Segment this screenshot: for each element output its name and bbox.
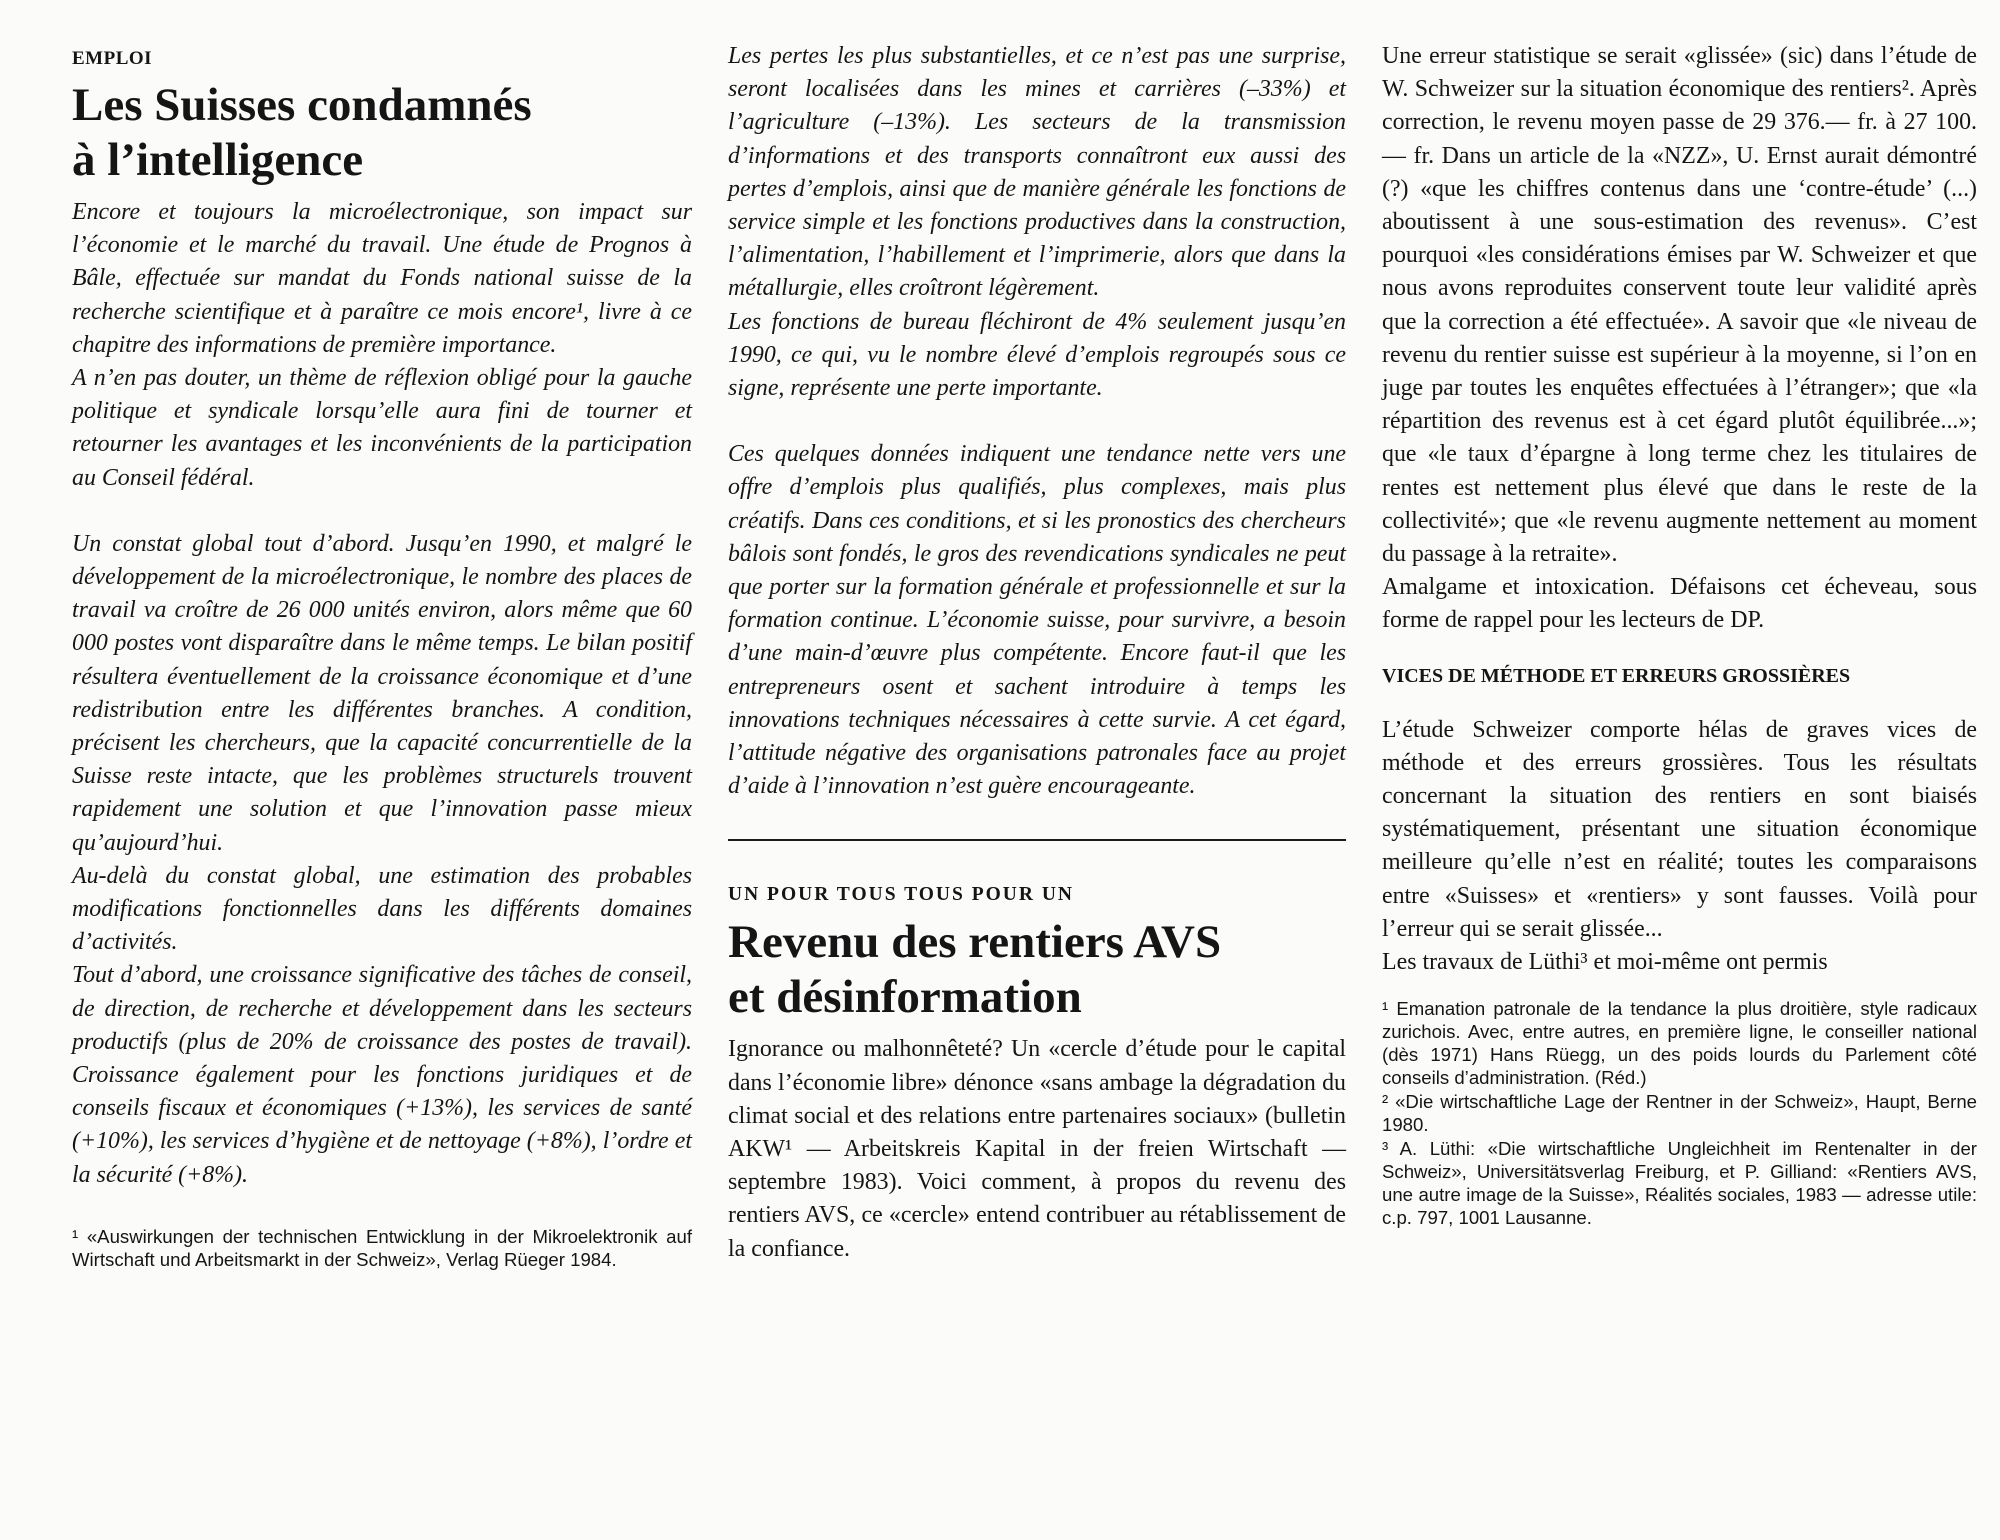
article2-paragraph: Les travaux de Lüthi³ et moi-même ont permis xyxy=(1382,949,1828,976)
article-divider xyxy=(728,839,1346,841)
article1-title xyxy=(72,78,692,188)
article1-kicker: EMPLOI xyxy=(72,48,153,69)
article1-footnotes xyxy=(72,1225,692,1271)
article2-footnotes xyxy=(1382,997,1977,1229)
column-2 xyxy=(728,40,1346,1266)
article2-footnote-3: ³ A. Lüthi: «Die wirtschaftliche Ungleichheit im Rentenalter in der Schweiz», Universitätsverlag Freiburg, et P. Gilliand: «Rentiers AVS, une autre image de la Suisse», Réalités sociales, 1983 — adresse utile: c.p. 797, 1001 Lausanne. xyxy=(1382,1138,1977,1229)
article1-paragraph: Les pertes les plus substantielles, et ce n’est pas une surprise, seront localisées dans les mines et carrières (–33%) et l’agriculture (–13%). Les secteurs de la transmission d’informations et des transports connaîtront eux aussi des pertes d’emplois, ainsi que de manière générale les fonctions de service simple et les fonctions productives dans la construction, l’alimentation, l’habillement et l’imprimerie, alors que dans la métallurgie, elles croîtront légèrement. xyxy=(728,43,1346,302)
article2-footnote-1: ¹ Emanation patronale de la tendance la plus droitière, style radicaux zurichois. Avec, entre autres, en première ligne, le conseiller national (dès 1971) Hans Rüegg, un des poids lourds du Parlement côté conseils d’administration. (Réd.) xyxy=(1382,998,1977,1089)
article2-paragraph: Une erreur statistique se serait «glissée» (sic) dans l’étude de W. Schweizer sur la situation économique des rentiers². Après correction, le revenu moyen passe de 29 376.— fr. à 27 100.— fr. Dans un article de la «NZZ», U. Ernst aurait démontré (?) «que les chiffres contenus dans une ‘contre-étude’ (...) aboutissent à une sous-estimation des revenus». C’est pourquoi «les considérations émises par W. Schweizer et que nous avons reproduites conservent toute leur validité après que la correction a été effectuée». A savoir que «le niveau de revenu du rentier suisse est supérieur à la moyenne, si l’on en juge par toutes les enquêtes effectuées à l’étranger»; que «la répartition des revenus est à cet égard plutôt équilibrée...»; que «le taux d’épargne à long terme chez les titulaires de rentes est nettement plus élevé que dans le reste de la collectivité»; que «le revenu augmente nettement au moment du passage à la retraite». xyxy=(1382,43,1977,568)
article1-paragraph: A n’en pas douter, un thème de réflexion obligé pour la gauche politique et syndicale lorsqu’elle aura fini de tourner et retourner les avantages et les inconvénients de la participation au Conseil fédéral. xyxy=(72,365,692,491)
article1-paragraph: Au-delà du constat global, une estimation des probables modifications fonctionnelles dans les différents domaines d’activités. xyxy=(72,862,692,956)
article2-paragraph: Amalgame et intoxication. Défaisons cet écheveau, sous forme de rappel pour les lecteurs de DP. xyxy=(1382,574,1977,634)
article2-paragraph: Ignorance ou malhonnêteté? Un «cercle d’étude pour le capital dans l’économie libre» dénonce «sans ambage la dégradation du climat social et des relations entre partenaires sociaux» (bulletin AKW¹ — Arbeitskreis Kapital in der freien Wirtschaft — septembre 1983). Voici comment, à propos du revenu des rentiers AVS, ce «cercle» entend contribuer au rétablissement de la confiance. xyxy=(728,1036,1346,1262)
article2-footnote-2: ² «Die wirtschaftliche Lage der Rentner in der Schweiz», Haupt, Berne 1980. xyxy=(1382,1091,1977,1136)
column-3 xyxy=(1382,40,1977,1230)
article1-paragraph: Les fonctions de bureau fléchiront de 4% seulement jusqu’en 1990, ce qui, vu le nombre élevé d’emplois regroupés sous ce signe, représente une perte importante. xyxy=(728,308,1346,402)
article1-paragraph: Ces quelques données indiquent une tendance nette vers une offre d’emplois plus qualifiés, plus complexes, mais plus créatifs. Dans ces conditions, et si les pronostics des chercheurs bâlois sont fondés, le gros des revendications syndicales ne peut que porter sur la formation générale et professionnelle et sur la formation continue. L’économie suisse, pour survivre, a besoin d’une main-d’œuvre plus compétente. Encore faut-il que les entrepreneurs osent et sachent introduire à temps les innovations techniques nécessaires à cette survie. A cet égard, l’attitude négative des organisations patronales face au projet d’aide à l’innovation n’est guère encourageante. xyxy=(728,441,1346,800)
article1-title-line2: à l’intelligence xyxy=(72,134,364,186)
article2-title-line1: Revenu des rentiers AVS xyxy=(728,916,1222,969)
article1-footnote: ¹ «Auswirkungen der technischen Entwicklung in der Mikroelektronik auf Wirtschaft und Arbeitsmarkt in der Schweiz», Verlag Rüeger 1984. xyxy=(72,1225,692,1270)
article1-paragraph: Encore et toujours la microélectronique, son impact sur l’économie et le marché du travail. Une étude de Prognos à Bâle, effectuée sur mandat du Fonds national suisse de la recherche scientifique et à paraître ce mois encore¹, livre à ce chapitre des informations de première importance. xyxy=(72,199,692,358)
article1-title-line1: Les Suisses condamnés xyxy=(72,79,532,131)
column-1 xyxy=(72,40,692,1272)
article2-title-line2: et désinformation xyxy=(728,971,1082,1024)
article2-subhead: VICES DE MÉTHODE ET ERREURS GROSSIÈRES xyxy=(1382,664,1851,687)
article1-paragraph: Tout d’abord, une croissance significative des tâches de conseil, de direction, de recherche et développement dans les secteurs productifs (plus de 20% de croissance des postes de travail). Croissance également pour les fonctions juridiques et de conseils fiscaux et économiques (+13%), les services de santé (+10%), les services d’hygiène et de nettoyage (+8%), l’ordre et la sécurité (+8%). xyxy=(72,962,692,1188)
article2-kicker: UN POUR TOUS TOUS POUR UN xyxy=(728,884,1074,906)
article2-paragraph: L’étude Schweizer comporte hélas de graves vices de méthode et des erreurs grossières. Tous les résultats concernant la situation des rentiers en sont biaisés systématiquement, présentant une situation économique meilleure qu’elle n’est en réalité; toutes les comparaisons entre «Suisses» et «rentiers» y sont fausses. Voilà pour l’erreur qui se serait glissée... xyxy=(1382,716,1977,942)
article2-title xyxy=(728,915,1346,1025)
article1-paragraph: Un constat global tout d’abord. Jusqu’en 1990, et malgré le développement de la microélectronique, le nombre des places de travail va croître de 26 000 unités environ, alors même que 60 000 postes vont disparaître dans le même temps. Le bilan positif résultera éventuellement de la croissance économique et d’une redistribution entre les différentes branches. A condition, précisent les chercheurs, que la capacité concurrentielle de la Suisse reste intacte, que les problèmes structurels trouvent rapidement une solution et que l’innovation passe mieux qu’aujourd’hui. xyxy=(72,530,692,856)
